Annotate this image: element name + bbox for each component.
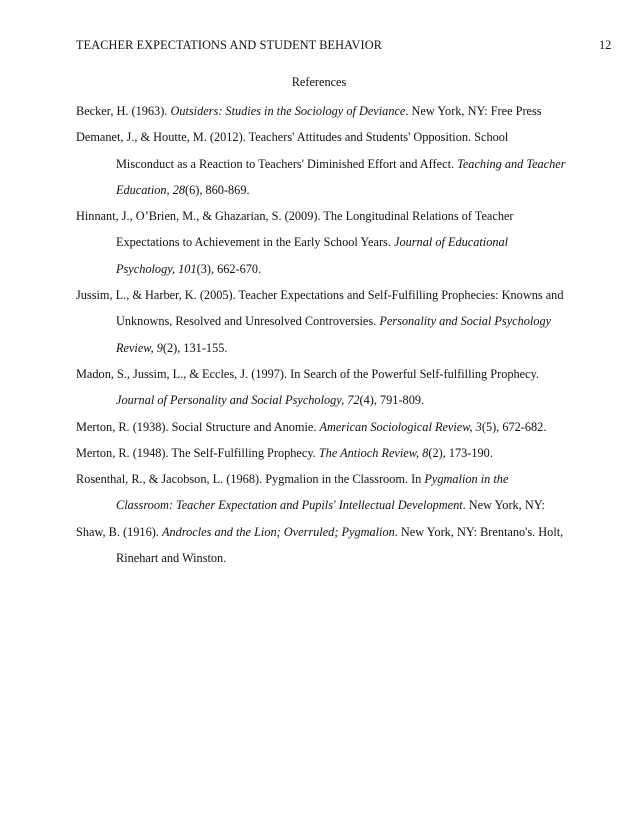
reference-text: Merton, R. (1938). Social Structure and Anomie.: [76, 419, 320, 434]
reference-entry: [76, 203, 568, 282]
reference-entry: [76, 466, 568, 519]
reference-details: . New York, NY:: [462, 498, 545, 513]
reference-source-title: Androcles and the Lion; Overruled; Pygmalion: [161, 524, 395, 539]
reference-details: . New York, NY: Brentano's. Holt, Rinehart and Winston.: [116, 524, 564, 566]
reference-source-title: Pygmalion in the Classroom: Teacher Expectation and Pupils' Intellectual Development: [116, 472, 509, 513]
running-head: TEACHER EXPECTATIONS AND STUDENT BEHAVIOR: [76, 38, 382, 52]
reference-entry: [76, 440, 568, 466]
reference-entry: [76, 414, 568, 440]
reference-source-title: Personality and Social Psychology Review, 9: [116, 314, 552, 355]
reference-text: Hinnant, J., O’Brien, M., & Ghazarian, S. (2009). The Longitudinal Relations of Teacher Expectations to Achievement in the Early School Years.: [76, 209, 514, 250]
reference-text: Shaw, B. (1916).: [76, 524, 162, 539]
reference-source-title: Teaching and Teacher Education, 28: [116, 156, 566, 197]
reference-text: Madon, S., Jussim, L., & Eccles, J. (1997). In Search of the Powerful Self-fulfilling Prophecy.: [76, 366, 539, 381]
reference-entry: [76, 519, 568, 572]
reference-source-title: The Antioch Review, 8: [318, 445, 429, 460]
reference-source-title: Journal of Educational Psychology, 101: [116, 235, 509, 276]
reference-text: Demanet, J., & Houtte, M. (2012). Teachers' Attitudes and Students' Opposition. School Misconduct as a Reaction to Teachers' Diminished Effort and Affect.: [76, 130, 509, 171]
reference-details: (4), 791-809.: [359, 393, 425, 408]
reference-text: Becker, H. (1963).: [76, 104, 171, 118]
reference-details: (3), 662-670.: [196, 261, 262, 276]
reference-text: Jussim, L., & Harber, K. (2005). Teacher Expectations and Self-Fulfilling Prophecies: Knowns and Unknowns, Resolved and Unresolved Controversies.: [76, 288, 564, 329]
reference-details: (6), 860-869.: [185, 182, 250, 197]
reference-entry: [76, 282, 568, 361]
reference-details: (5), 672-682.: [481, 419, 547, 434]
reference-details: . New York, NY: Free Press: [405, 104, 542, 118]
references-title: References: [291, 75, 347, 89]
reference-text: Merton, R. (1948). The Self-Fulfilling Prophecy.: [76, 445, 319, 460]
reference-source-title: Outsiders: Studies in the Sociology of Deviance: [170, 104, 406, 118]
reference-list: [76, 98, 568, 571]
reference-details: (2), 173-190.: [428, 445, 493, 460]
reference-text: Rosenthal, R., & Jacobson, L. (1968). Pygmalion in the Classroom. In: [76, 472, 425, 487]
reference-entry: [76, 124, 568, 203]
reference-source-title: Journal of Personality and Social Psychology, 72: [116, 393, 360, 408]
reference-entry: [76, 98, 568, 124]
reference-source-title: American Sociological Review, 3: [319, 419, 482, 434]
page-number: 12: [599, 38, 612, 52]
reference-details: (2), 131-155.: [162, 340, 228, 355]
reference-entry: [76, 361, 568, 414]
